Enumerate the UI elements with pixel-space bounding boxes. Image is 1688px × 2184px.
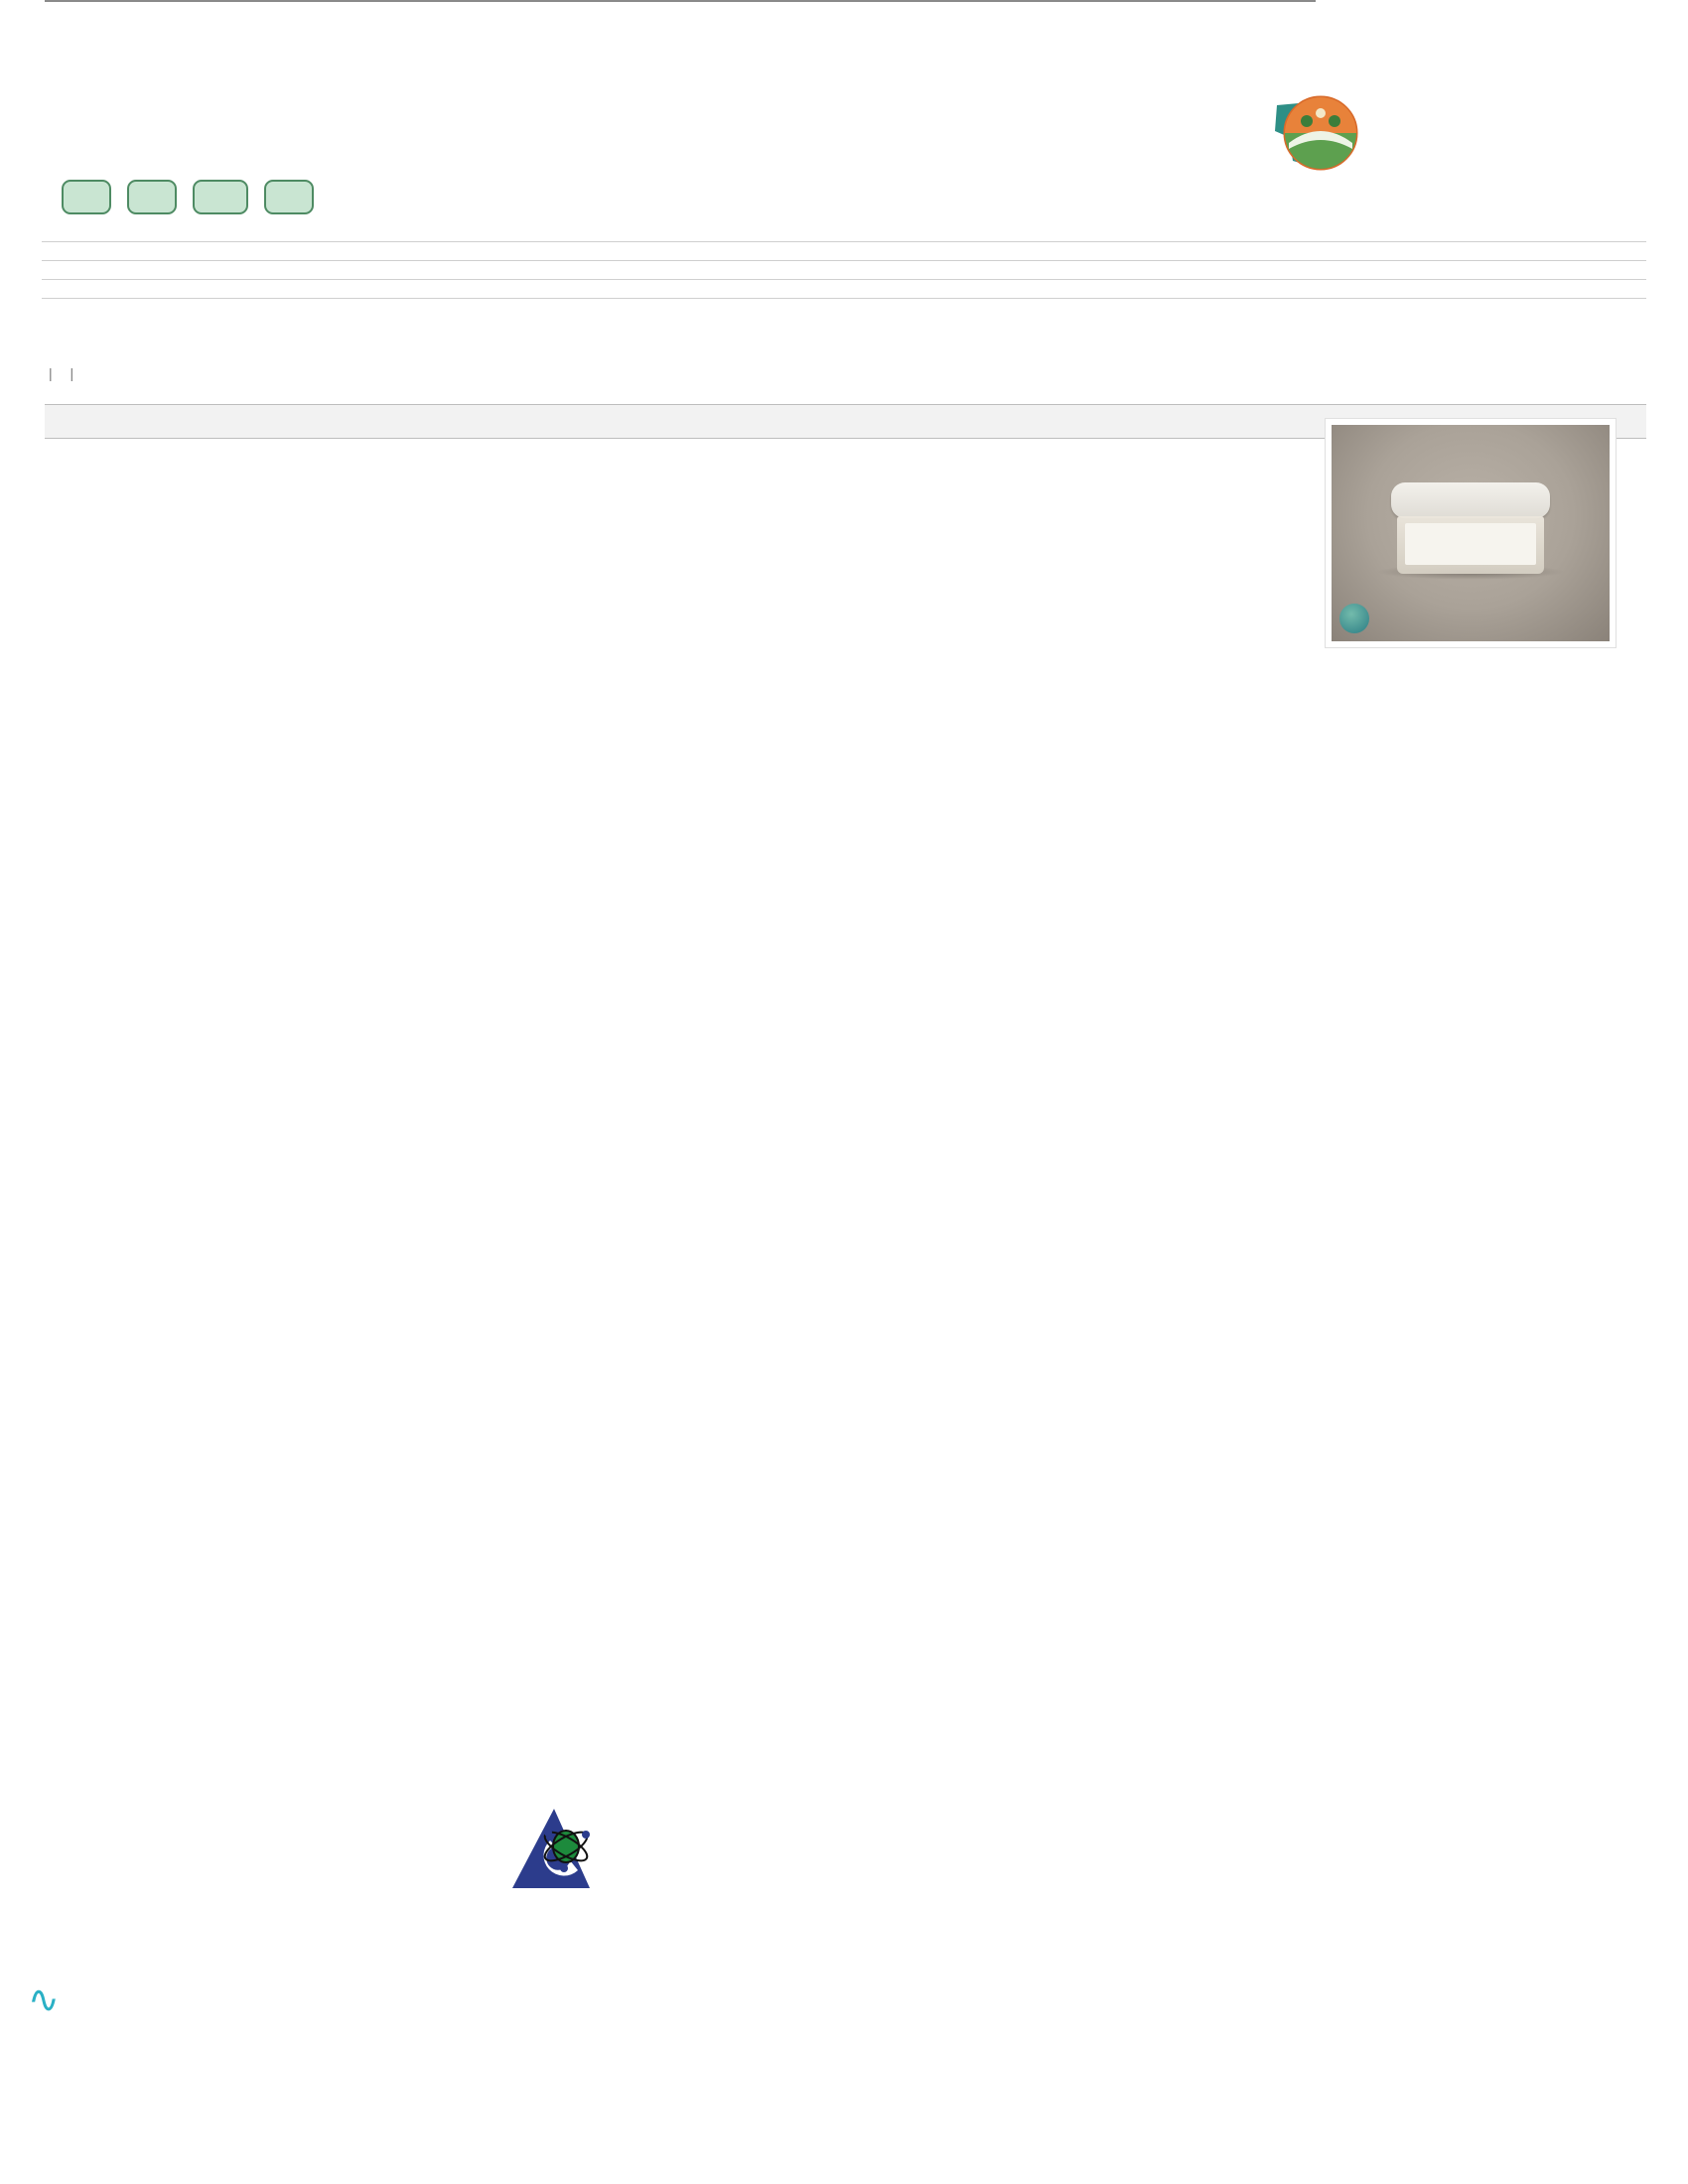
header-lod — [958, 416, 1043, 428]
jar-label — [1405, 523, 1536, 565]
sample-photo — [1332, 425, 1610, 641]
matrix — [1109, 242, 1119, 260]
qr-code — [1055, 1814, 1166, 1925]
pharmlabs-emblem-icon — [1269, 91, 1360, 183]
badge-delta9-thc — [62, 180, 111, 214]
separator: | — [49, 365, 53, 381]
pjla-logo-icon — [504, 1807, 608, 1892]
signature-script — [1261, 1826, 1618, 1839]
photo-watermark-icon — [1339, 604, 1369, 633]
pharmware-logo — [28, 1978, 236, 2024]
info-row-tested-for — [42, 260, 1646, 279]
jar-lid — [1391, 482, 1550, 518]
header-result-pct — [1127, 416, 1221, 428]
badge-thca — [127, 180, 177, 214]
pjla-accreditation — [496, 1807, 616, 1894]
separator: | — [70, 365, 74, 381]
signature-block — [1261, 1818, 1618, 1834]
license-block — [730, 1832, 978, 1858]
sample-jar — [1391, 482, 1550, 574]
info-row-analyses — [42, 298, 1646, 317]
analysis-meta — [42, 365, 80, 381]
sample-photo-frame — [1325, 418, 1617, 648]
info-row-sample-id — [42, 241, 1646, 260]
header-result-mgg — [1221, 416, 1316, 428]
table-bottom-border — [45, 0, 1316, 2]
pharmware-wordmark — [28, 1978, 236, 2022]
badge-delta8-thc — [264, 180, 314, 214]
jar-body — [1397, 516, 1544, 574]
badge-total-thc — [193, 180, 248, 214]
sample-info — [42, 241, 1646, 317]
header-loq — [1043, 416, 1127, 428]
received — [384, 280, 394, 298]
pharmware-wave-icon: ∿ — [28, 1979, 59, 2021]
info-row-dates — [42, 279, 1646, 298]
sample-title — [62, 127, 70, 160]
sdpharmlabs-logo — [1269, 91, 1656, 181]
reported — [1008, 280, 1018, 298]
lab-title — [62, 91, 70, 117]
thc-badges — [62, 180, 314, 214]
